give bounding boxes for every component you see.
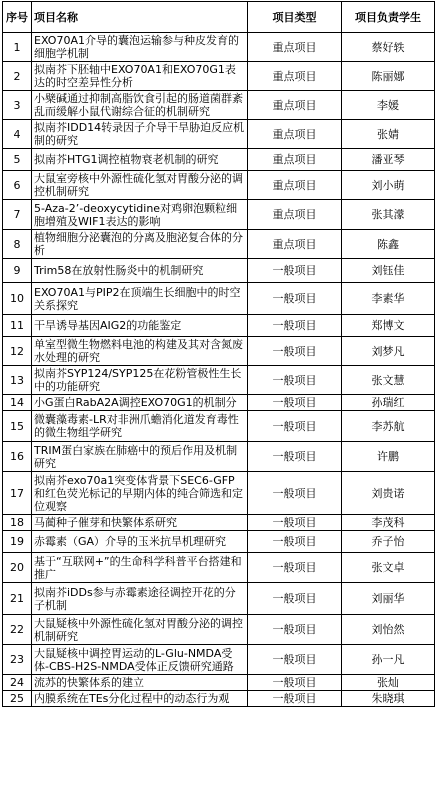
row-number: 12 [3, 337, 32, 366]
project-name: 赤霉素（GA）介导的玉米抗旱机理研究 [32, 531, 248, 553]
row-number: 5 [3, 149, 32, 171]
project-type: 一般项目 [248, 531, 342, 553]
project-leader: 潘亚琴 [342, 149, 435, 171]
project-type: 重点项目 [248, 33, 342, 62]
project-leader: 蔡好轶 [342, 33, 435, 62]
project-type: 一般项目 [248, 337, 342, 366]
project-type: 一般项目 [248, 315, 342, 337]
row-number: 20 [3, 553, 32, 583]
project-leader: 李茂科 [342, 515, 435, 531]
project-name: 拟南芥下胚轴中EXO70A1和EXO70G1表达的时空差异性分析 [32, 62, 248, 91]
project-leader: 乔子怡 [342, 531, 435, 553]
table-header-row [3, 2, 435, 33]
project-leader: 张文卓 [342, 553, 435, 583]
table-row [3, 615, 435, 645]
project-name: 内膜系统在TEs分化过程中的动态行为观 [32, 691, 248, 707]
row-number: 13 [3, 366, 32, 395]
project-name: 流苏的快繁体系的建立 [32, 675, 248, 691]
table-row [3, 259, 435, 283]
table-body [3, 33, 435, 707]
row-number: 8 [3, 230, 32, 259]
row-number: 10 [3, 283, 32, 315]
project-type: 一般项目 [248, 259, 342, 283]
project-type: 一般项目 [248, 615, 342, 645]
project-name: 微囊藻毒素-LR对非洲爪蟾消化道发育毒性的微生物组学研究 [32, 411, 248, 442]
row-number: 6 [3, 171, 32, 200]
table-row [3, 515, 435, 531]
table-row [3, 283, 435, 315]
project-name: 基于“互联网+”的生命科学科普平台搭建和推广 [32, 553, 248, 583]
project-leader: 陈丽娜 [342, 62, 435, 91]
table-row [3, 200, 435, 230]
table-row [3, 411, 435, 442]
row-number: 19 [3, 531, 32, 553]
table-row [3, 315, 435, 337]
table-row [3, 645, 435, 675]
project-type: 一般项目 [248, 395, 342, 411]
row-number: 23 [3, 645, 32, 675]
table-row [3, 149, 435, 171]
project-name: 单室型微生物燃料电池的构建及其对含氮废水处理的研究 [32, 337, 248, 366]
header-project-type: 项目类型 [248, 2, 342, 33]
project-leader: 刘钰佳 [342, 259, 435, 283]
table-row [3, 120, 435, 149]
project-type: 重点项目 [248, 120, 342, 149]
project-type: 一般项目 [248, 583, 342, 615]
row-number: 11 [3, 315, 32, 337]
project-name: TRIM蛋白家族在肺癌中的预后作用及机制研究 [32, 442, 248, 472]
project-leader: 孙一凡 [342, 645, 435, 675]
row-number: 15 [3, 411, 32, 442]
project-leader: 陈鑫 [342, 230, 435, 259]
header-project-name: 项目名称 [32, 2, 248, 33]
project-leader: 孙瑞红 [342, 395, 435, 411]
table-row [3, 91, 435, 120]
project-name: Trim58在放射性肠炎中的机制研究 [32, 259, 248, 283]
project-name: 植物细胞分泌囊泡的分离及胞泌复合体的分析 [32, 230, 248, 259]
project-type: 重点项目 [248, 149, 342, 171]
project-name: EXO70A1介导的囊泡运输参与种皮发育的细胞学机制 [32, 33, 248, 62]
project-leader: 李苏航 [342, 411, 435, 442]
project-name: 小G蛋白RabA2A调控EXO70G1的机制分 [32, 395, 248, 411]
table-row [3, 62, 435, 91]
project-leader: 李素华 [342, 283, 435, 315]
project-name: 大鼠室旁核中外源性硫化氢对胃酸分泌的调控机制研究 [32, 171, 248, 200]
project-leader: 张文慧 [342, 366, 435, 395]
table-row [3, 472, 435, 515]
row-number: 1 [3, 33, 32, 62]
row-number: 4 [3, 120, 32, 149]
project-leader: 张婧 [342, 120, 435, 149]
table-row [3, 395, 435, 411]
project-name: 拟南芥SYP124/SYP125在花粉管极性生长中的功能研究 [32, 366, 248, 395]
table-row [3, 531, 435, 553]
project-type: 一般项目 [248, 515, 342, 531]
project-name: 大鼠疑核中外源性硫化氢对胃酸分泌的调控机制研究 [32, 615, 248, 645]
project-leader: 刘贵诺 [342, 472, 435, 515]
project-type: 一般项目 [248, 366, 342, 395]
project-type: 一般项目 [248, 472, 342, 515]
project-name: 马蔺种子催芽和快繁体系研究 [32, 515, 248, 531]
project-name: 拟南芥exo70a1突变体背景下SEC6-GFP和红色荧光标记的早期内体的纯合筛选和定位观察 [32, 472, 248, 515]
project-type: 一般项目 [248, 645, 342, 675]
row-number: 16 [3, 442, 32, 472]
project-type: 重点项目 [248, 171, 342, 200]
project-type: 一般项目 [248, 283, 342, 315]
project-type: 重点项目 [248, 62, 342, 91]
project-leader: 朱晓琪 [342, 691, 435, 707]
row-number: 2 [3, 62, 32, 91]
table-row [3, 366, 435, 395]
header-number: 序号 [3, 2, 32, 33]
project-type: 一般项目 [248, 553, 342, 583]
row-number: 22 [3, 615, 32, 645]
project-leader: 张灿 [342, 675, 435, 691]
project-name: 拟南芥HTG1调控植物衰老机制的研究 [32, 149, 248, 171]
project-type: 一般项目 [248, 411, 342, 442]
table-row [3, 230, 435, 259]
table-row [3, 442, 435, 472]
row-number: 3 [3, 91, 32, 120]
project-leader: 刘怡然 [342, 615, 435, 645]
project-name: 拟南芥iDDs参与赤霉素途径调控开花的分子机制 [32, 583, 248, 615]
project-leader: 李媛 [342, 91, 435, 120]
row-number: 7 [3, 200, 32, 230]
project-leader: 郑博文 [342, 315, 435, 337]
project-type: 重点项目 [248, 230, 342, 259]
row-number: 17 [3, 472, 32, 515]
table-row [3, 33, 435, 62]
project-name: EXO70A1与PIP2在顶端生长细胞中的时空关系探究 [32, 283, 248, 315]
table-row [3, 583, 435, 615]
row-number: 9 [3, 259, 32, 283]
project-leader: 张其濛 [342, 200, 435, 230]
project-name: 干旱诱导基因AIG2的功能鉴定 [32, 315, 248, 337]
header-project-leader: 项目负责学生 [342, 2, 435, 33]
table-row [3, 337, 435, 366]
table-row [3, 691, 435, 707]
row-number: 24 [3, 675, 32, 691]
project-leader: 刘丽华 [342, 583, 435, 615]
project-name: 5-Aza-2’-deoxycytidine对鸡卵泡颗粒细胞增殖及WIF1表达的影响 [32, 200, 248, 230]
project-type: 一般项目 [248, 691, 342, 707]
row-number: 21 [3, 583, 32, 615]
table-row [3, 675, 435, 691]
project-name: 小檗碱通过抑制高脂饮食引起的肠道菌群紊乱而缓解小鼠代谢综合征的机制研究 [32, 91, 248, 120]
table-row [3, 553, 435, 583]
project-name: 大鼠疑核中调控胃运动的L-Glu-NMDA受体-CBS-H2S-NMDA受体正反馈研究通路 [32, 645, 248, 675]
project-type: 重点项目 [248, 200, 342, 230]
project-type: 一般项目 [248, 675, 342, 691]
row-number: 25 [3, 691, 32, 707]
project-type: 重点项目 [248, 91, 342, 120]
project-leader: 许鹏 [342, 442, 435, 472]
project-type: 一般项目 [248, 442, 342, 472]
project-name: 拟南芥IDD14转录因子介导干旱胁迫反应机制的研究 [32, 120, 248, 149]
row-number: 14 [3, 395, 32, 411]
row-number: 18 [3, 515, 32, 531]
project-table [2, 1, 435, 707]
project-table-container [2, 1, 435, 707]
project-leader: 刘小萌 [342, 171, 435, 200]
table-row [3, 171, 435, 200]
project-leader: 刘梦凡 [342, 337, 435, 366]
